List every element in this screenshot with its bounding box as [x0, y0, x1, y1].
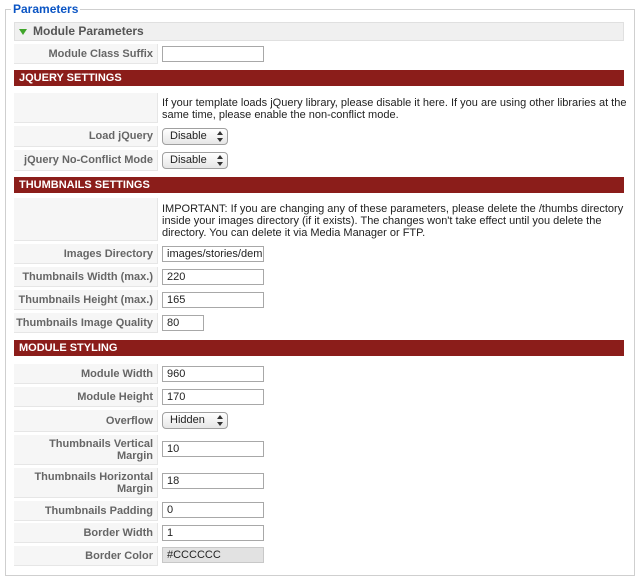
- border-color-input[interactable]: #CCCCCC: [162, 547, 264, 563]
- overflow-label: Overflow: [14, 410, 158, 432]
- images-directory-label: Images Directory: [14, 244, 158, 264]
- jquery-noconflict-label: jQuery No-Conflict Mode: [14, 150, 158, 171]
- overflow-value: Hidden: [170, 414, 205, 426]
- horizontal-margin-label-line2: Margin: [116, 482, 153, 495]
- border-width-label: Border Width: [14, 523, 158, 543]
- vertical-margin-label: [14, 435, 158, 465]
- module-height-input[interactable]: 170: [162, 389, 264, 405]
- select-arrows-icon: [217, 415, 223, 426]
- blank-label: [14, 198, 158, 241]
- border-color-label: Border Color: [14, 546, 158, 566]
- jquery-description: If your template loads jQuery library, please disable it here. If you are using other libraries at the same time, please enable the non-conflict mode.: [162, 97, 627, 121]
- module-styling-header: MODULE STYLING: [14, 340, 624, 356]
- horizontal-margin-label: [14, 468, 158, 498]
- module-class-suffix-label: Module Class Suffix: [14, 44, 158, 64]
- row-thumbnails-width: [14, 266, 624, 288]
- thumbs-description: IMPORTANT: If you are changing any of these parameters, please delete the /thumbs directory inside your images directory (if it exists). The changes won't take effect until you delete the directory. You can delete it via Media Manager or FTP.: [162, 203, 624, 239]
- row-border-width: [14, 522, 624, 544]
- thumbnails-padding-input[interactable]: 0: [162, 502, 264, 518]
- row-module-height: [14, 386, 624, 408]
- horizontal-margin-input[interactable]: 18: [162, 473, 264, 489]
- row-images-directory: [14, 243, 624, 265]
- load-jquery-value: Disable: [170, 130, 207, 142]
- thumbnails-quality-label: Thumbnails Image Quality: [14, 313, 158, 333]
- thumbnails-settings-header: THUMBNAILS SETTINGS: [14, 177, 624, 193]
- jquery-noconflict-value: Disable: [170, 154, 207, 166]
- expand-triangle-icon: [19, 29, 27, 35]
- overflow-select[interactable]: [162, 412, 228, 429]
- parameters-legend: Parameters: [13, 2, 79, 16]
- module-width-input[interactable]: 960: [162, 366, 264, 382]
- horizontal-margin-label-line1: Thumbnails Horizontal: [34, 470, 153, 483]
- module-parameters-toggle[interactable]: [14, 22, 624, 41]
- row-thumbnails-quality: [14, 312, 624, 334]
- thumbnails-quality-input[interactable]: 80: [162, 315, 204, 331]
- load-jquery-label: Load jQuery: [14, 126, 158, 147]
- row-overflow: [14, 409, 624, 433]
- row-horizontal-margin: [14, 467, 624, 499]
- select-arrows-icon: [217, 131, 223, 142]
- module-class-suffix-input[interactable]: [162, 46, 264, 62]
- load-jquery-select[interactable]: [162, 128, 228, 145]
- row-thumbs-description: [14, 197, 624, 242]
- thumbnails-height-input[interactable]: 165: [162, 292, 264, 308]
- module-height-label: Module Height: [14, 387, 158, 407]
- row-thumbnails-padding: [14, 500, 624, 522]
- panel-title: Module Parameters: [33, 24, 144, 38]
- row-load-jquery: [14, 125, 624, 148]
- images-directory-input[interactable]: images/stories/dem: [162, 246, 264, 262]
- row-module-class-suffix: [14, 43, 624, 65]
- module-width-label: Module Width: [14, 364, 158, 384]
- row-module-width: [14, 363, 624, 385]
- vertical-margin-label-line2: Margin: [116, 449, 153, 462]
- jquery-settings-header: JQUERY SETTINGS: [14, 70, 624, 86]
- thumbnails-width-label: Thumbnails Width (max.): [14, 267, 158, 287]
- thumbnails-padding-label: Thumbnails Padding: [14, 501, 158, 521]
- thumbnails-width-input[interactable]: 220: [162, 269, 264, 285]
- row-jquery-description: [14, 92, 627, 124]
- thumbnails-height-label: Thumbnails Height (max.): [14, 290, 158, 310]
- select-arrows-icon: [217, 155, 223, 166]
- row-border-color: [14, 545, 624, 567]
- row-vertical-margin: [14, 434, 624, 466]
- row-jquery-noconflict: [14, 149, 624, 172]
- blank-label: [14, 93, 158, 123]
- vertical-margin-input[interactable]: 10: [162, 441, 264, 457]
- row-thumbnails-height: [14, 289, 624, 311]
- jquery-noconflict-select[interactable]: [162, 152, 228, 169]
- vertical-margin-label-line1: Thumbnails Vertical: [49, 437, 153, 450]
- border-width-input[interactable]: 1: [162, 525, 264, 541]
